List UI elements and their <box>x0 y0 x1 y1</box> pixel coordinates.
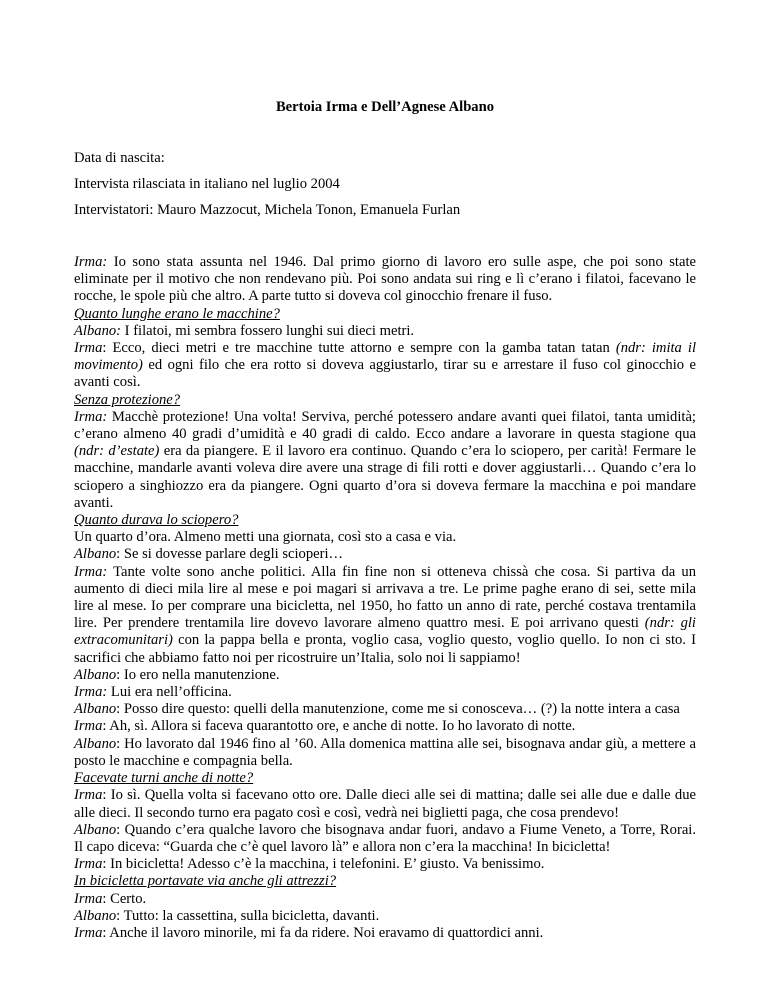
speech-text: : Posso dire questo: quelli della manutenzione, come me si conosceva… (?) la notte intera a casa <box>116 701 680 718</box>
speech-text: : Certo. <box>102 890 147 907</box>
speech-text: : Ecco, dieci metri e tre macchine tutte attorno e sempre con la gamba tatan tatan <box>102 340 616 357</box>
speech-paragraph <box>74 718 696 735</box>
speech-paragraph <box>74 701 696 718</box>
speech-paragraph <box>74 667 696 684</box>
speech-text: : Io ero nella manutenzione. <box>116 666 280 683</box>
speech-text: Lui era nell’officina. <box>107 684 232 701</box>
speech-text: Io sono stata assunta nel 1946. Dal primo giorno di lavoro ero sulle aspe, che poi sono state eliminate per il motivo che non rendevano più. Poi sono andata sui ring e lì c’erano i filatoi, facevano le rocche, le spole più che altro. A parte tutto si doveva col ginocchio frenare il fuso. <box>74 254 696 305</box>
editor-note: (ndr: gli extracomunitari) <box>74 615 696 649</box>
speech-paragraph <box>74 684 696 701</box>
speech-paragraph <box>74 908 696 925</box>
speaker-name: Albano <box>74 701 117 718</box>
speaker-name: Albano: <box>74 322 122 339</box>
editor-note: (ndr: imita il movimento) <box>74 340 696 374</box>
answer-paragraph: Un quarto d’ora. Almeno metti una giornata, così sto a casa e via. <box>74 529 457 546</box>
speech-text: : In bicicletta! Adesso c’è la macchina, i telefonini. E’ giusto. Va benissimo. <box>102 856 545 873</box>
speech-paragraph <box>74 736 696 770</box>
speech-text: ed ogni filo che era rotto si doveva aggiustarlo, tirar su e arrestare il fuso col ginocchio e avanti così. <box>74 357 696 391</box>
speaker-name: Irma <box>74 924 103 941</box>
speech-paragraph <box>74 340 696 392</box>
speech-paragraph <box>74 856 696 873</box>
interviewer-question: Quanto lunghe erano le macchine? <box>74 305 280 322</box>
speech-text: era da piangere. E il lavoro era continuo. Quando c’era lo sciopero, per carità! Fermare le macchine, mandarle avanti voleva dire avere una strage di fili rotti e dover aggiustarli… Quando c’era lo sciopero a singhiozzo era da piangere. Ogni quarto d’ora si doveva fermare la macchina e poi mandare avanti. <box>74 443 696 511</box>
birth-date-label: Data di nascita: <box>74 150 165 166</box>
speaker-name: Albano <box>74 546 117 563</box>
speech-text: I filatoi, mi sembra fossero lunghi sui dieci metri. <box>121 322 415 339</box>
speech-text: Tante volte sono anche politici. Alla fin fine non si otteneva chissà che cosa. Si partiva da un aumento di dieci mila lire al mese e poi magari si arrivava a tre. Le prime paghe erano di sei, sette mila lire al mese. Io per comprare una bicicletta, nel 1950, ho fatto un anno di rate, perché costava trentamila lire. Per prendere trentamila lire dovevo lavorare almeno quattro mesi. E poi arrivano questi <box>74 563 696 632</box>
speech-text: : Tutto: la cassettina, sulla bicicletta, davanti. <box>116 907 380 924</box>
speaker-name: Irma <box>74 340 103 357</box>
editor-note: (ndr: d’estate) <box>74 443 160 460</box>
speaker-name: Albano <box>74 735 117 752</box>
speaker-name: Albano <box>74 907 117 924</box>
speech-text: con la pappa bella e pronta, voglio casa, voglio questo, voglio quello. Io non ci sto. I sacrifici che abbiamo fatto noi per ricostruire un’Italia, solo noi li sappiamo! <box>74 632 696 666</box>
speech-text: Macchè protezione! Una volta! Serviva, perché potessero andare avanti quei filatoi, tanta umidità; c’erano almeno 40 gradi d’umidità e 40 gradi di caldo. Ecco andare a lavorare in questa stagione qua <box>74 408 696 443</box>
speech-paragraph <box>74 546 696 563</box>
speaker-name: Irma <box>74 856 103 873</box>
speech-text: : Se si dovesse parlare degli scioperi… <box>116 546 344 563</box>
interviewer-question: In bicicletta portavate via anche gli attrezzi? <box>74 873 337 890</box>
speech-text: : Io sì. Quella volta si facevano otto ore. Dalle dieci alle sei di mattina; dalle sei alle due e dalle due alle dieci. Il secondo turno era pagato così e così, vedrà nei biglietti paga, che cosa prendevo! <box>74 787 696 821</box>
speech-paragraph <box>74 564 696 667</box>
speaker-name: Irma <box>74 890 103 907</box>
speaker-name: Albano <box>74 821 117 838</box>
interviewers-line: Intervistatori: Mauro Mazzocut, Michela Tonon, Emanuela Furlan <box>74 202 461 218</box>
speech-paragraph <box>74 409 696 512</box>
speech-paragraph <box>74 891 696 908</box>
speech-text: : Anche il lavoro minorile, mi fa da ridere. Noi eravamo di quattordici anni. <box>102 924 544 941</box>
interviewer-question: Senza protezione? <box>74 391 181 408</box>
speech-paragraph <box>74 787 696 821</box>
speech-text: : Quando c’era qualche lavoro che bisognava andar fuori, andavo a Fiume Veneto, a Torre, Rorai. Il capo diceva: “Guarda che c’è quel lavoro là” e allora non c’era la macchina! In bicicletta! <box>74 821 696 855</box>
speaker-name: Irma: <box>74 408 108 425</box>
speech-paragraph <box>74 323 696 340</box>
transcript-body <box>74 254 696 942</box>
speaker-name: Albano <box>74 666 117 683</box>
speech-text: : Ho lavorato dal 1946 fino al ’60. Alla domenica mattina alle sei, bisognava andar giù, a mettere a posto le macchine e compagnia bella. <box>74 735 696 769</box>
speech-text: : Ah, sì. Allora si faceva quarantotto ore, e anche di notte. Io ho lavorato di notte. <box>102 718 576 735</box>
interviewer-question: Facevate turni anche di notte? <box>74 770 254 787</box>
speaker-name: Irma <box>74 718 103 735</box>
speaker-name: Irma <box>74 787 103 804</box>
document-title: Bertoia Irma e Dell’Agnese Albano <box>275 99 495 115</box>
speech-paragraph <box>74 254 696 306</box>
interview-note: Intervista rilasciata in italiano nel luglio 2004 <box>74 176 340 192</box>
speech-paragraph <box>74 925 696 942</box>
speaker-name: Irma: <box>74 563 108 580</box>
speaker-name: Irma: <box>74 684 108 701</box>
speaker-name: Irma: <box>74 254 108 270</box>
speech-paragraph <box>74 822 696 856</box>
interviewer-question: Quanto durava lo sciopero? <box>74 512 239 529</box>
